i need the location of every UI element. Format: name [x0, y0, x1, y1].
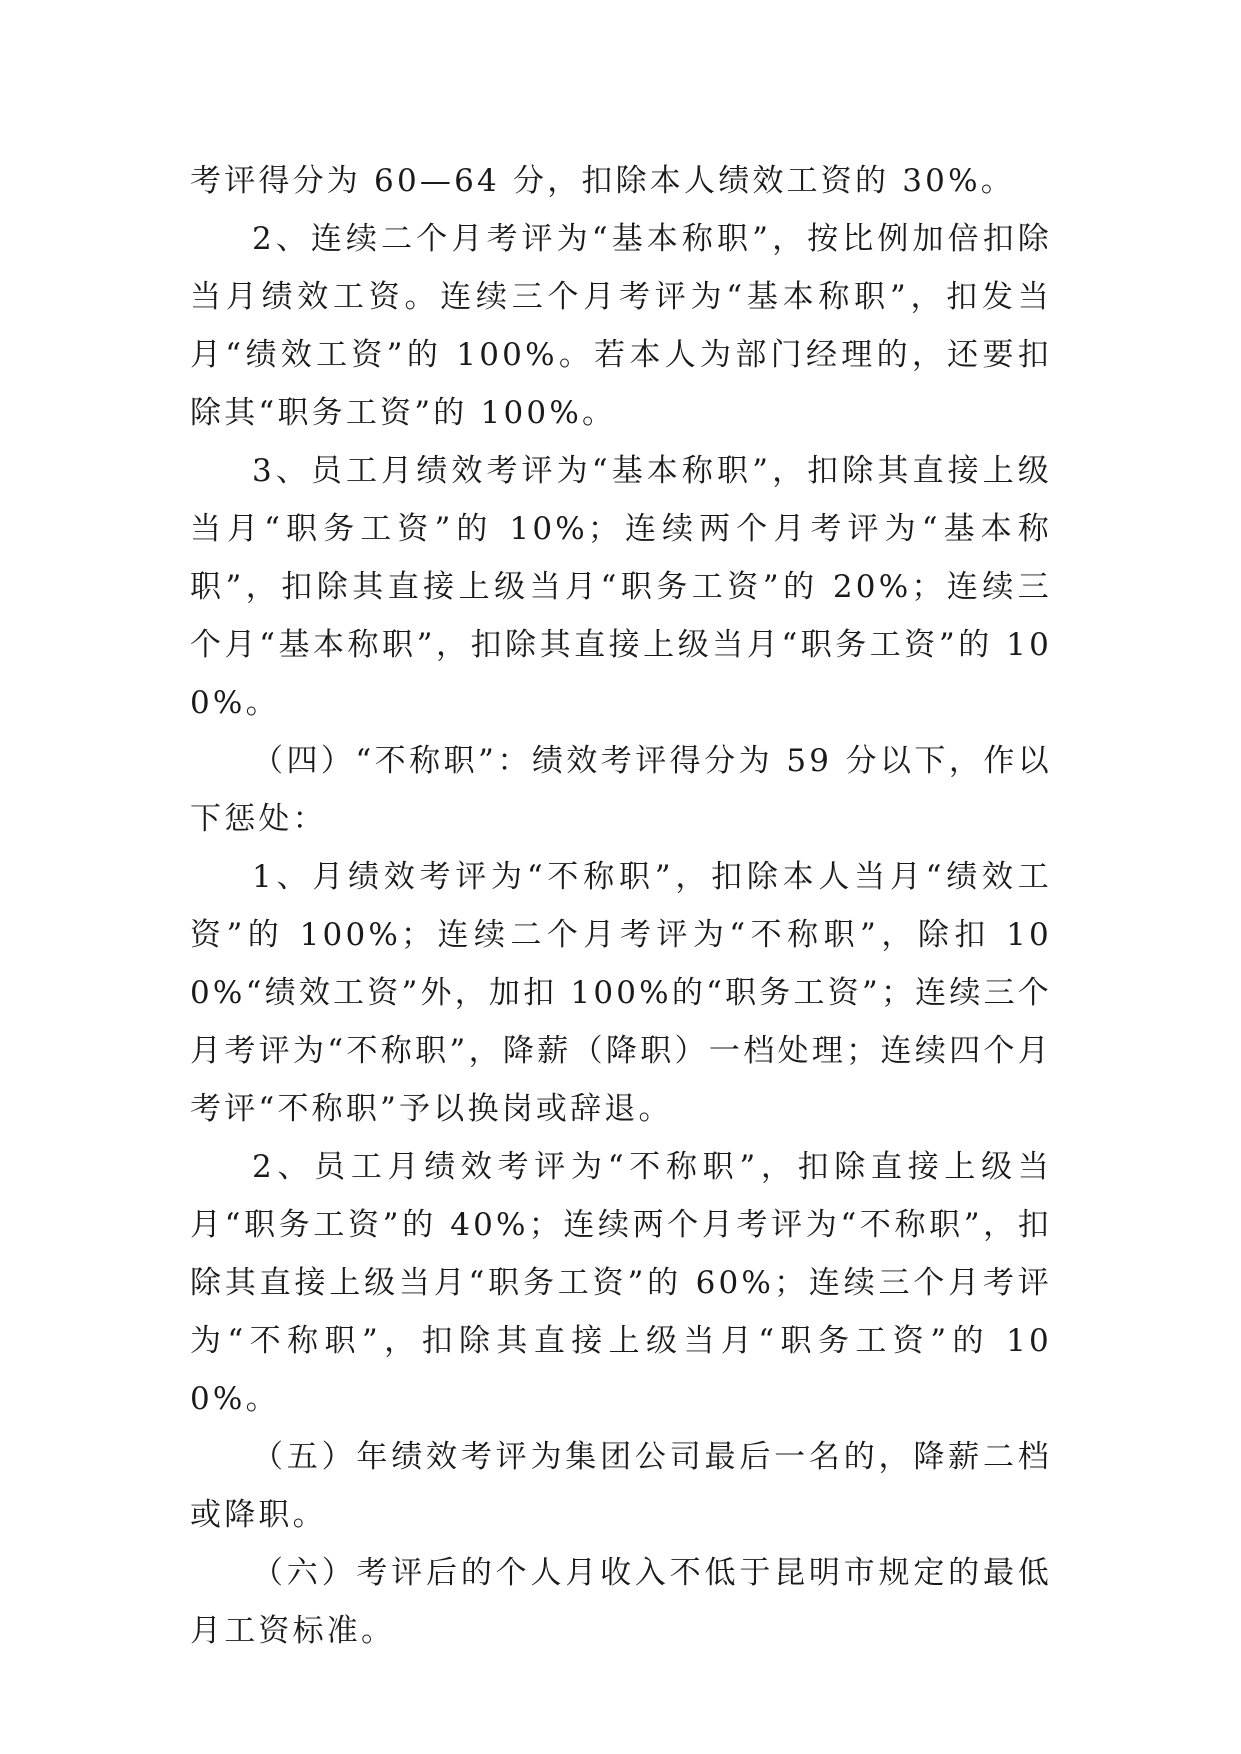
- paragraph-incompetent-item-1: 1、月绩效考评为“不称职”，扣除本人当月“绩效工资”的 100%；连续二个月考评为“不称职”，除扣 100%“绩效工资”外，加扣 100%的“职务工资”；连续三个月考评为“不称职”，降薪（降职）一档处理；连续四个月考评“不称职”予以换岗或辞退。: [190, 859, 1052, 1127]
- paragraph-incompetent-item-2: 2、员工月绩效考评为“不称职”，扣除直接上级当月“职务工资”的 40%；连续两个月考评为“不称职”，扣除其直接上级当月“职务工资”的 60%；连续三个月考评为“不称职”，扣除其直接上级当月“职务工资”的 100%。: [190, 1149, 1052, 1417]
- paragraph-basic-competent-item-3: 3、员工月绩效考评为“基本称职”，扣除其直接上级当月“职务工资”的 10%；连续两个月考评为“基本称职”，扣除其直接上级当月“职务工资”的 20%；连续三个月“基本称职”，扣除其直接上级当月“职务工资”的 100%。: [190, 453, 1052, 721]
- paragraph-minimum-wage: （六）考评后的个人月收入不低于昆明市规定的最低月工资标准。: [190, 1555, 1052, 1649]
- paragraph-continued-score-30pct: 考评得分为 60—64 分，扣除本人绩效工资的 30%。: [190, 163, 1015, 199]
- paragraph-basic-competent-item-2: 2、连续二个月考评为“基本称职”，按比例加倍扣除当月绩效工资。连续三个月考评为“基本称职”，扣发当月“绩效工资”的 100%。若本人为部门经理的，还要扣除其“职务工资”的 100%。: [190, 221, 1052, 431]
- paragraph-annual-last-place: （五）年绩效考评为集团公司最后一名的，降薪二档或降职。: [190, 1439, 1052, 1533]
- section-heading-incompetent: （四）“不称职”：绩效考评得分为 59 分以下，作以下惩处：: [190, 743, 1052, 837]
- document-page: [190, 152, 1052, 1660]
